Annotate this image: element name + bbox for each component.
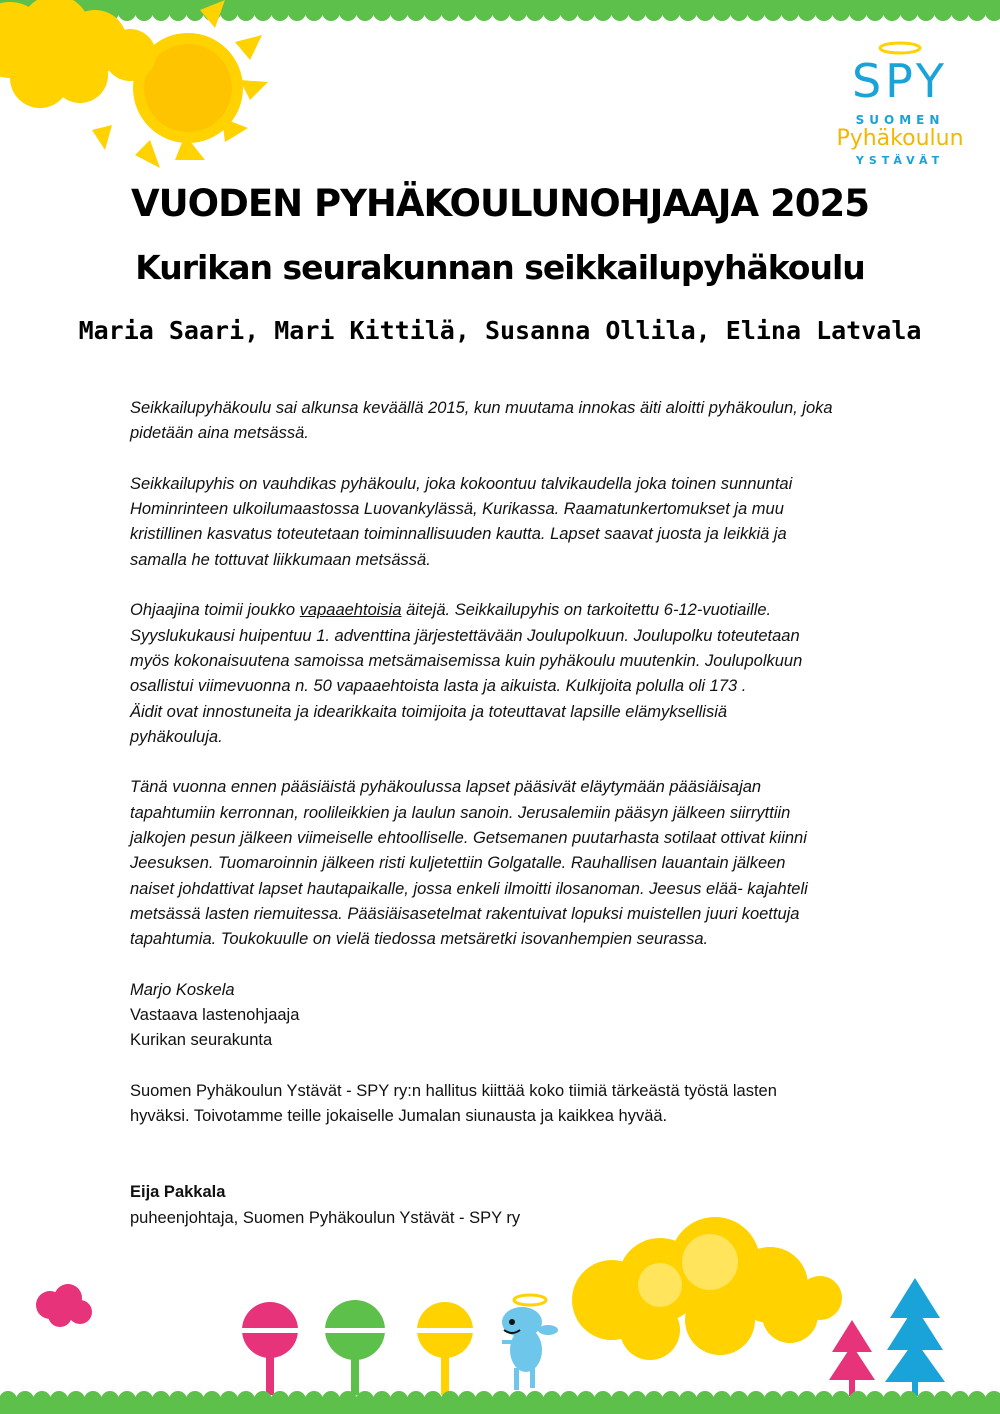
signer-role: Vastaava lastenohjaaja: [130, 1006, 300, 1025]
bottom-cloud-illustration: [572, 1217, 842, 1360]
spy-logo: [832, 40, 968, 175]
paragraph-description: [130, 472, 890, 573]
blue-pine-tree: [885, 1278, 945, 1396]
green-lollipop-tree: [322, 1300, 388, 1395]
pink-bush-illustration: [36, 1284, 92, 1327]
signer-name: Eija Pakkala: [130, 1183, 226, 1202]
paragraph-intro: [130, 396, 890, 447]
text-segment: Ohjaajina toimii joukko: [130, 601, 300, 620]
signer-name: Marjo Koskela: [130, 980, 235, 999]
text-line: jalkojen pesun jälkeen viimeiselle ehtoolliselle. Getsemanen puutarhasta sotilaat ottivat kiinni: [130, 829, 807, 848]
text-line: Suomen Pyhäkoulun Ystävät - SPY ry:n hallitus kiittää koko tiimiä tärkeästä työstä lasten: [130, 1082, 777, 1101]
logo-ystavat-text: YSTÄVÄT: [855, 154, 945, 167]
text-line: kristillinen kasvatus toteutetaan toiminnallisuuden kautta. Lapset saavat juosta ja leikkiä ja: [130, 525, 787, 544]
pink-pine-tree: [829, 1320, 875, 1396]
honoree-names: Maria Saari, Mari Kittilä, Susanna Ollila, Elina Latvala: [78, 316, 922, 345]
logo-suomen-text: SUOMEN: [855, 113, 945, 127]
text-line: Seikkailupyhäkoulu sai alkunsa keväällä 2015, kun muutama innokas äiti aloitti pyhäkoulun, joka: [130, 399, 833, 417]
bottom-green-border: [0, 1391, 1000, 1414]
text-line: pidetään aina metsässä.: [130, 424, 309, 443]
text-line: naiset johdattivat lapset hautapaikalle, jossa enkeli ilmoitti ilosanoman. Jeesus elää- kajahteli: [130, 879, 808, 898]
text-line: tapahtumiin kerronnan, roolileikkien ja laulun sanoin. Jerusalemiin pääsyn jälkeen siirryttiin: [130, 803, 791, 822]
text-line: hyväksi. Toivotamme teille jokaiselle Jumalan siunausta ja kaikkea hyvää.: [130, 1107, 668, 1126]
paragraph-leaders: [130, 598, 890, 750]
text-segment: äitejä. Seikkailupyhis on tarkoitettu 6-12-vuotiaille.: [401, 601, 772, 620]
paragraph-easter: [130, 775, 890, 952]
text-line: Tänä vuonna ennen pääsiäistä pyhäkoulussa lapset pääsivät eläytymään pääsiäisajan: [130, 778, 762, 797]
logo-spy-text: SPY: [851, 54, 949, 108]
document-body: [130, 396, 890, 1231]
volunteers-link[interactable]: vapaaehtoisia: [299, 601, 402, 620]
pink-lollipop-tree: [240, 1302, 300, 1395]
signature-pakkala: [130, 1180, 890, 1231]
signer-role: puheenjohtaja, Suomen Pyhäkoulun Ystävät - SPY ry: [130, 1208, 521, 1227]
text-line: [130, 598, 890, 623]
text-line: pyhäkouluja.: [130, 727, 223, 746]
yellow-lollipop-tree: [414, 1302, 476, 1395]
text-line: Seikkailupyhis on vauhdikas pyhäkoulu, joka kokoontuu talvikaudella joka toinen sunnuntai: [130, 474, 793, 493]
text-line: osallistui viimevuonna n. 50 vapaaehtoista lasta ja aikuista. Kulkijoita polulla oli 173 .: [130, 677, 747, 696]
text-line: Hominrinteen ulkoilumaastossa Luovankylässä, Kurikassa. Raamatunkertomukset ja muu: [130, 500, 784, 519]
lamb-character-illustration: [502, 1295, 558, 1390]
text-line: samalla he tottuvat liikkumaan metsässä.: [130, 550, 431, 569]
text-line: tapahtumia. Toukokuulle on vielä tiedossa metsäretki isovanhempien seurassa.: [130, 930, 709, 949]
page-subtitle: Kurikan seurakunnan seikkailupyhäkoulu: [135, 248, 865, 287]
text-line: myös kokonaisuutena samoissa metsämaisemissa kuin pyhäkoulu muutenkin. Joulupolkuun: [130, 651, 803, 670]
cloud-illustration: [0, 0, 156, 108]
bottom-cloud-highlight: [638, 1234, 738, 1307]
text-line: metsässä lasten riemuitessa. Pääsiäisasetelmat rakentuivat lopuksi muistellen juuri koettuja: [130, 904, 800, 923]
signature-koskela: [130, 978, 890, 1054]
top-green-border: [0, 0, 1000, 21]
logo-pyhakoulun-text: Pyhäkoulun: [836, 126, 964, 151]
paragraph-thanks: [130, 1079, 890, 1130]
sun-illustration: [92, 0, 268, 168]
page-title: VUODEN PYHÄKOULUNOHJAAJA 2025: [131, 182, 869, 225]
text-line: Jeesuksen. Tuomaroinnin jälkeen risti kuljetettiin Golgatalle. Rauhallisen lauantain jälkeen: [130, 854, 786, 873]
text-line: Syyslukukausi huipentuu 1. adventtina järjestettävään Joulupolkuun. Joulupolku toteutetaan: [130, 626, 800, 645]
text-line: Äidit ovat innostuneita ja idearikkaita toimijoita ja toteuttavat lapsille elämyksellisiä: [130, 702, 728, 721]
signer-organization: Kurikan seurakunta: [130, 1031, 273, 1050]
